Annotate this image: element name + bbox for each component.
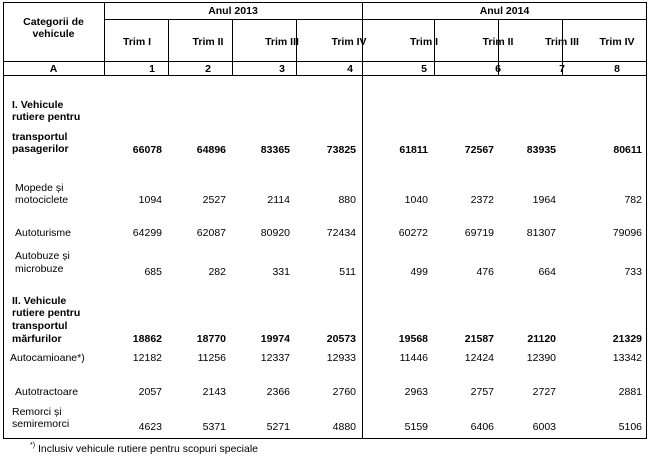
table-cell: 664 [538, 266, 556, 278]
table-cell: 4880 [332, 421, 356, 433]
column-number: 2 [205, 63, 211, 75]
table-cell: 2143 [202, 386, 226, 398]
column-number: 7 [559, 63, 565, 75]
quarter-header: Trim IV [599, 36, 635, 48]
table-cell: 19568 [398, 333, 428, 345]
table-cell: 18862 [132, 333, 162, 345]
footnote [30, 442, 258, 455]
row-label: motociclete [15, 194, 69, 206]
table-cell: 685 [144, 266, 162, 278]
table-cell: 2760 [332, 386, 356, 398]
year-2013-header: Anul 2013 [208, 5, 258, 17]
column-number: 5 [421, 63, 427, 75]
table-cell: 66078 [132, 144, 162, 156]
row-label: pasagerilor [12, 143, 69, 155]
table-cell: 13342 [612, 352, 642, 364]
row-label: Autoturisme [15, 227, 72, 239]
table-cell: 21329 [612, 333, 642, 345]
table-cell: 19974 [260, 333, 290, 345]
table-cell: 12337 [260, 352, 290, 364]
table-cell: 511 [339, 266, 356, 278]
quarter-header: Trim II [192, 36, 224, 48]
table-cell: 282 [208, 266, 226, 278]
row-label: microbuze [15, 263, 64, 275]
table-cell: 11446 [399, 352, 428, 364]
table-cell: 12933 [326, 352, 356, 364]
column-number: 1 [149, 63, 155, 75]
table-cell: 2366 [266, 386, 290, 398]
row-label: Autocamioane*) [10, 352, 85, 364]
row-label: transportul [12, 320, 68, 332]
table-cell: 2114 [267, 194, 290, 206]
table-cell: 12182 [132, 352, 162, 364]
table-cell: 1094 [138, 194, 162, 206]
table-cell: 62087 [196, 227, 226, 239]
row-label: Mopede și [15, 182, 64, 194]
quarter-header: Trim I [122, 36, 151, 48]
row-label: semiremorci [12, 418, 70, 430]
row-label: Remorci și [12, 406, 62, 418]
table-cell: 83365 [260, 144, 290, 156]
footnote-text: Inclusiv vehicule rutiere pentru scopuri speciale [37, 443, 259, 455]
column-number: 8 [614, 63, 620, 75]
table-cell: 476 [476, 266, 494, 278]
row-label: I. Vehicule [12, 99, 64, 111]
table-cell: 499 [410, 266, 428, 278]
table-cell: 12390 [526, 352, 556, 364]
table-cell: 6406 [470, 421, 494, 433]
table-cell: 72434 [326, 227, 356, 239]
quarter-header: Trim IV [331, 36, 367, 48]
table-cell: 64299 [132, 227, 162, 239]
row-label: transportul [12, 131, 68, 143]
column-number: 3 [279, 63, 285, 75]
row-label: II. Vehicule [12, 295, 67, 307]
table-cell: 21120 [527, 333, 556, 345]
table-cell: 4623 [138, 421, 162, 433]
row-label: mărfurilor [12, 333, 62, 345]
table-cell: 2527 [202, 194, 226, 206]
table-cell: 733 [624, 266, 642, 278]
table-cell: 81307 [526, 227, 556, 239]
table-cell: 11256 [197, 352, 226, 364]
table-cell: 2372 [470, 194, 494, 206]
quarter-header: Trim III [545, 36, 579, 48]
table-cell: 18770 [196, 333, 226, 345]
table-cell: 69719 [464, 227, 494, 239]
numbers-divider [3, 75, 647, 76]
table-cell: 12424 [464, 352, 494, 364]
quarter-header: Trim II [482, 36, 514, 48]
table-cell: 5106 [618, 421, 642, 433]
table-cell: 331 [272, 266, 290, 278]
category-header: vehicule [32, 28, 75, 40]
footnote-mark: *) [30, 442, 36, 449]
table-cell: 64896 [196, 144, 226, 156]
table-cell: 20573 [326, 333, 356, 345]
table-cell: 2881 [618, 386, 642, 398]
table-cell: 2963 [404, 386, 428, 398]
table-cell: 80611 [613, 144, 642, 156]
column-number: 4 [347, 63, 353, 75]
table-cell: 2757 [470, 386, 494, 398]
table-cell: 73825 [326, 144, 356, 156]
table-cell: 80920 [260, 227, 290, 239]
table-cell: 880 [338, 194, 356, 206]
quarter-header: Trim III [265, 36, 299, 48]
header-divider [3, 61, 647, 62]
table-cell: 1964 [532, 194, 556, 206]
table-cell: 782 [624, 194, 642, 206]
row-label: rutiere pentru [12, 307, 81, 319]
table-cell: 2057 [138, 386, 162, 398]
year-underline [104, 19, 647, 20]
year-2014-header: Anul 2014 [479, 5, 530, 17]
row-label: Autobuze și [15, 250, 70, 262]
table-cell: 21587 [464, 333, 494, 345]
quarter-header: Trim I [409, 36, 438, 48]
column-a-label: A [49, 63, 58, 75]
row-label: Autotractoare [15, 386, 79, 398]
table-cell: 6003 [532, 421, 556, 433]
table-cell: 79096 [612, 227, 642, 239]
table-cell: 60272 [398, 227, 428, 239]
table-cell: 83935 [526, 144, 556, 156]
table-cell: 5159 [404, 421, 428, 433]
table-cell: 1040 [404, 194, 428, 206]
table-cell: 5371 [202, 421, 226, 433]
row-label: rutiere pentru [12, 111, 81, 123]
table-cell: 5271 [266, 421, 290, 433]
category-header: Categorii de [23, 16, 84, 28]
table-cell: 2727 [532, 386, 556, 398]
table-cell: 72567 [464, 144, 494, 156]
column-number: 6 [495, 63, 501, 75]
table-cell: 61811 [399, 144, 428, 156]
